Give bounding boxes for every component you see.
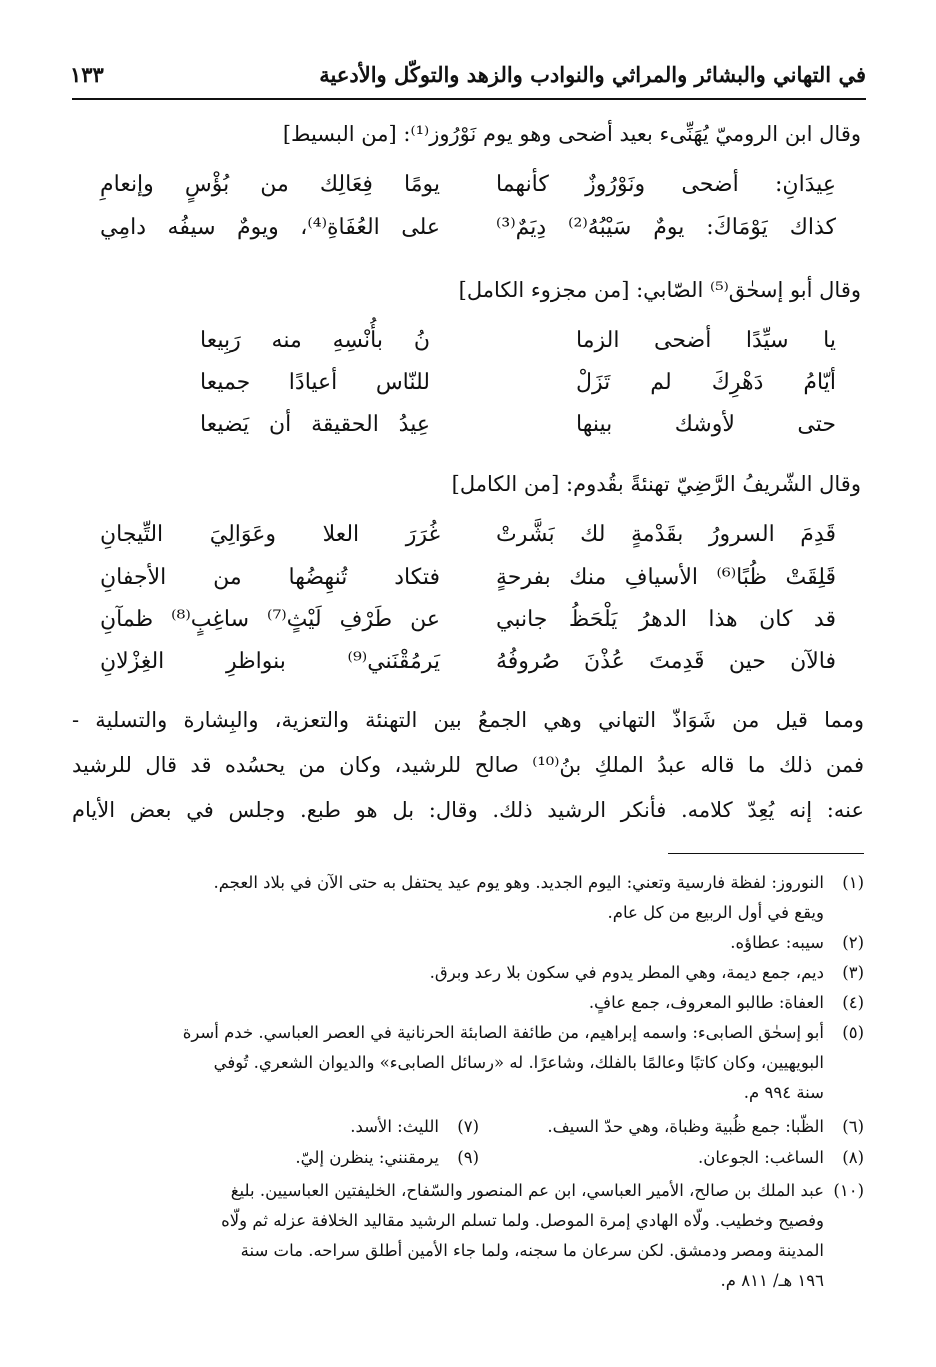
footnote-text: العفاة: طالبو المعروف، جمع عافٍ. <box>588 993 824 1012</box>
running-title: في التهاني والبشائر والمراثي والنوادب والزهد والتوكّل والأدعية <box>319 61 866 87</box>
poem2-verse-1 <box>100 328 836 364</box>
hemistich-first: فالآن حين قَدِمتَ عُذْنَ صُروفُهُ <box>496 649 836 674</box>
prose-line-2: فمن ذلك ما قاله عبدُ الملكِ بنُ⁽¹⁰⁾ صالح للرشيد، وكان من يحسُده قد قال للرشيد <box>72 753 864 777</box>
prose-line-1: ومما قيل من شَوَاذّ التهاني وهي الجمعُ بين التهنئة والتعزية، والبِشارة والتسلية - <box>72 708 864 732</box>
footnote-number: (٧) <box>457 1117 479 1136</box>
footnote-text: أبو إسحٰق الصابىء: واسمه إبراهيم، من طائفة الصابئة الحرنانية في العصر العباسي. خدم أسرة <box>182 1023 824 1042</box>
hemistich-first: قَلِقَتْ ظُبًا⁽⁶⁾ الأسيافِ منك بفرحةٍ <box>496 565 837 590</box>
footnote-6-7 <box>72 1112 864 1142</box>
poem2-verse-3 <box>100 412 836 448</box>
footnote-number: (٦) <box>842 1117 864 1136</box>
intro-line-1: وقال ابن الروميّ يُهَنِّىء بعيد أضحى وهو يوم نَوْرُوز⁽¹⁾: [من البسيط] <box>282 122 861 146</box>
footnote-number: (٣) <box>842 963 864 982</box>
hemistich-first: قد كان هذا الدهرُ يَلْحَظُ جانبي <box>496 607 836 632</box>
footnote-1-cont: ويقع في أول الربيع من كل عام. <box>607 903 824 922</box>
footnote-text: النوروز: لفظة فارسية وتعني: اليوم الجديد. وهو يوم عيد يحتفل به حتى الآن في بلاد العجم. <box>213 873 824 892</box>
footnote-number: (٩) <box>457 1148 479 1167</box>
footnote-number: (٨) <box>842 1148 864 1167</box>
poem2-verse-2 <box>100 370 836 406</box>
footnote-number: (٤) <box>842 993 864 1012</box>
footnote-text: يرمقنني: ينظرن إليّ. <box>295 1148 439 1167</box>
footnote-text: عبد الملك بن صالح، الأمير العباسي، ابن عم المنصور والسّفاح، الخليفتين العباسيين. بليغ <box>230 1181 824 1200</box>
footnote-number: (١٠) <box>833 1181 864 1200</box>
hemistich-first: كذاك يَوْمَاكَ: يومٌ سَيْبُهُ⁽²⁾ دِيَمٌ⁽³⁾ <box>496 215 836 240</box>
hemistich-second: على العُفَاةِ⁽⁴⁾، ويومٌ سيفُه دامِي <box>100 215 440 240</box>
hemistich-second: عِيدُ الحقيقة أن يَضيعا <box>200 412 430 437</box>
poem3-verse-1 <box>100 522 836 558</box>
hemistich-second: يومًا فِعَالِك من بُؤْسٍ وإنعامِ <box>100 172 440 197</box>
hemistich-second: غُرَرَ العلا وعَوَالِيَ التِّيجانِ <box>100 522 440 547</box>
poem1-verse-1 <box>100 172 836 208</box>
footnote-text: الساغب: الجوعان. <box>697 1148 824 1167</box>
footnote-10-cont-3: ١٩٦ هـ/ ٨١١ م. <box>720 1271 824 1290</box>
prose-line-3: عنه: إنه يُعِدّ كلامه. فأنكر الرشيد ذلك. وقال: بل هو طبع. وجلس في بعض الأيام <box>72 798 864 822</box>
footnote-rule <box>668 853 864 854</box>
intro-line-2: وقال أبو إسحٰق⁽⁵⁾ الصّابي: [من مجزوء الكامل] <box>458 278 861 302</box>
poem3-verse-2 <box>100 565 836 601</box>
footnote-5-cont-2: سنة ٩٩٤ م. <box>743 1083 824 1102</box>
page-number: ١٣٣ <box>70 61 104 87</box>
footnote-number: (٥) <box>842 1023 864 1042</box>
hemistich-first: يا سيِّدًا أضحى الزما <box>576 328 836 353</box>
poem3-verse-3 <box>100 607 836 643</box>
hemistich-second: نُ بأُنْسِهِ منه رَبِيعا <box>200 328 430 353</box>
running-header <box>70 56 866 92</box>
footnote-2 <box>72 928 864 958</box>
footnote-text: الليث: الأسد. <box>350 1117 439 1136</box>
footnote-10-cont-2: المدينة ومصر ودمشق. لكن سرعان ما سجنه، ولما جاء الأمين أطلق سراحه. مات سنة <box>240 1241 824 1260</box>
footnote-number: (٢) <box>842 933 864 952</box>
hemistich-first: عِيدَانِ: أضحى ونَوْرُوزٌ كأنهما <box>496 172 836 197</box>
header-rule <box>72 98 866 100</box>
intro-line-3: وقال الشّريفُ الرَّضِيّ تهنئةً بقُدوم: [من الكامل] <box>451 472 861 496</box>
footnote-number: (١) <box>842 873 864 892</box>
hemistich-second: عن طَرْفِ لَيْثٍ⁽⁷⁾ ساغِبٍ⁽⁸⁾ ظمآنِ <box>100 607 441 632</box>
footnote-5-cont-1: البويهيين، وكان كاتبًا وعالمًا بالفلك، وشاعرًا. له «رسائل الصابىء» والديوان الشعري. تُوفي <box>213 1053 824 1072</box>
footnote-text: ديم، جمع ديمة، وهي المطر يدوم في سكون بلا رعد وبرق. <box>429 963 824 982</box>
footnote-10 <box>72 1176 864 1206</box>
hemistich-second: فتكاد تُنهِضُها من الأجفانِ <box>100 565 440 590</box>
footnote-5 <box>72 1018 864 1048</box>
footnote-8-9 <box>72 1143 864 1173</box>
footnote-1 <box>72 868 864 898</box>
footnote-text: سيبه: عطاؤه. <box>730 933 824 952</box>
hemistich-first: حتى لأوشك بينها <box>576 412 836 437</box>
footnote-text: الظّبا: جمع ظُبية وظباة، وهي حدّ السيف. <box>547 1117 824 1136</box>
footnote-4 <box>72 988 864 1018</box>
poem3-verse-4 <box>100 649 836 685</box>
hemistich-second: يَرمُقْنَني⁽⁹⁾ بنواظرِ الغِزْلانِ <box>100 649 440 674</box>
hemistich-second: للنّاس أعيادًا جميعا <box>200 370 430 395</box>
footnote-10-cont-1: وفصيح وخطيب. ولّاه الهادي إمرة الموصل. ولما تسلم الرشيد مقاليد الخلافة عزله ثم ولّاه <box>221 1211 824 1230</box>
footnote-3 <box>72 958 864 988</box>
hemistich-first: قَدِمَ السرورُ بقَدْمةٍ لك بَشَّرتْ <box>496 522 836 547</box>
hemistich-first: أيّامُ دَهْرِكَ لم تَزَلْ <box>576 370 836 395</box>
poem1-verse-2 <box>100 215 836 251</box>
